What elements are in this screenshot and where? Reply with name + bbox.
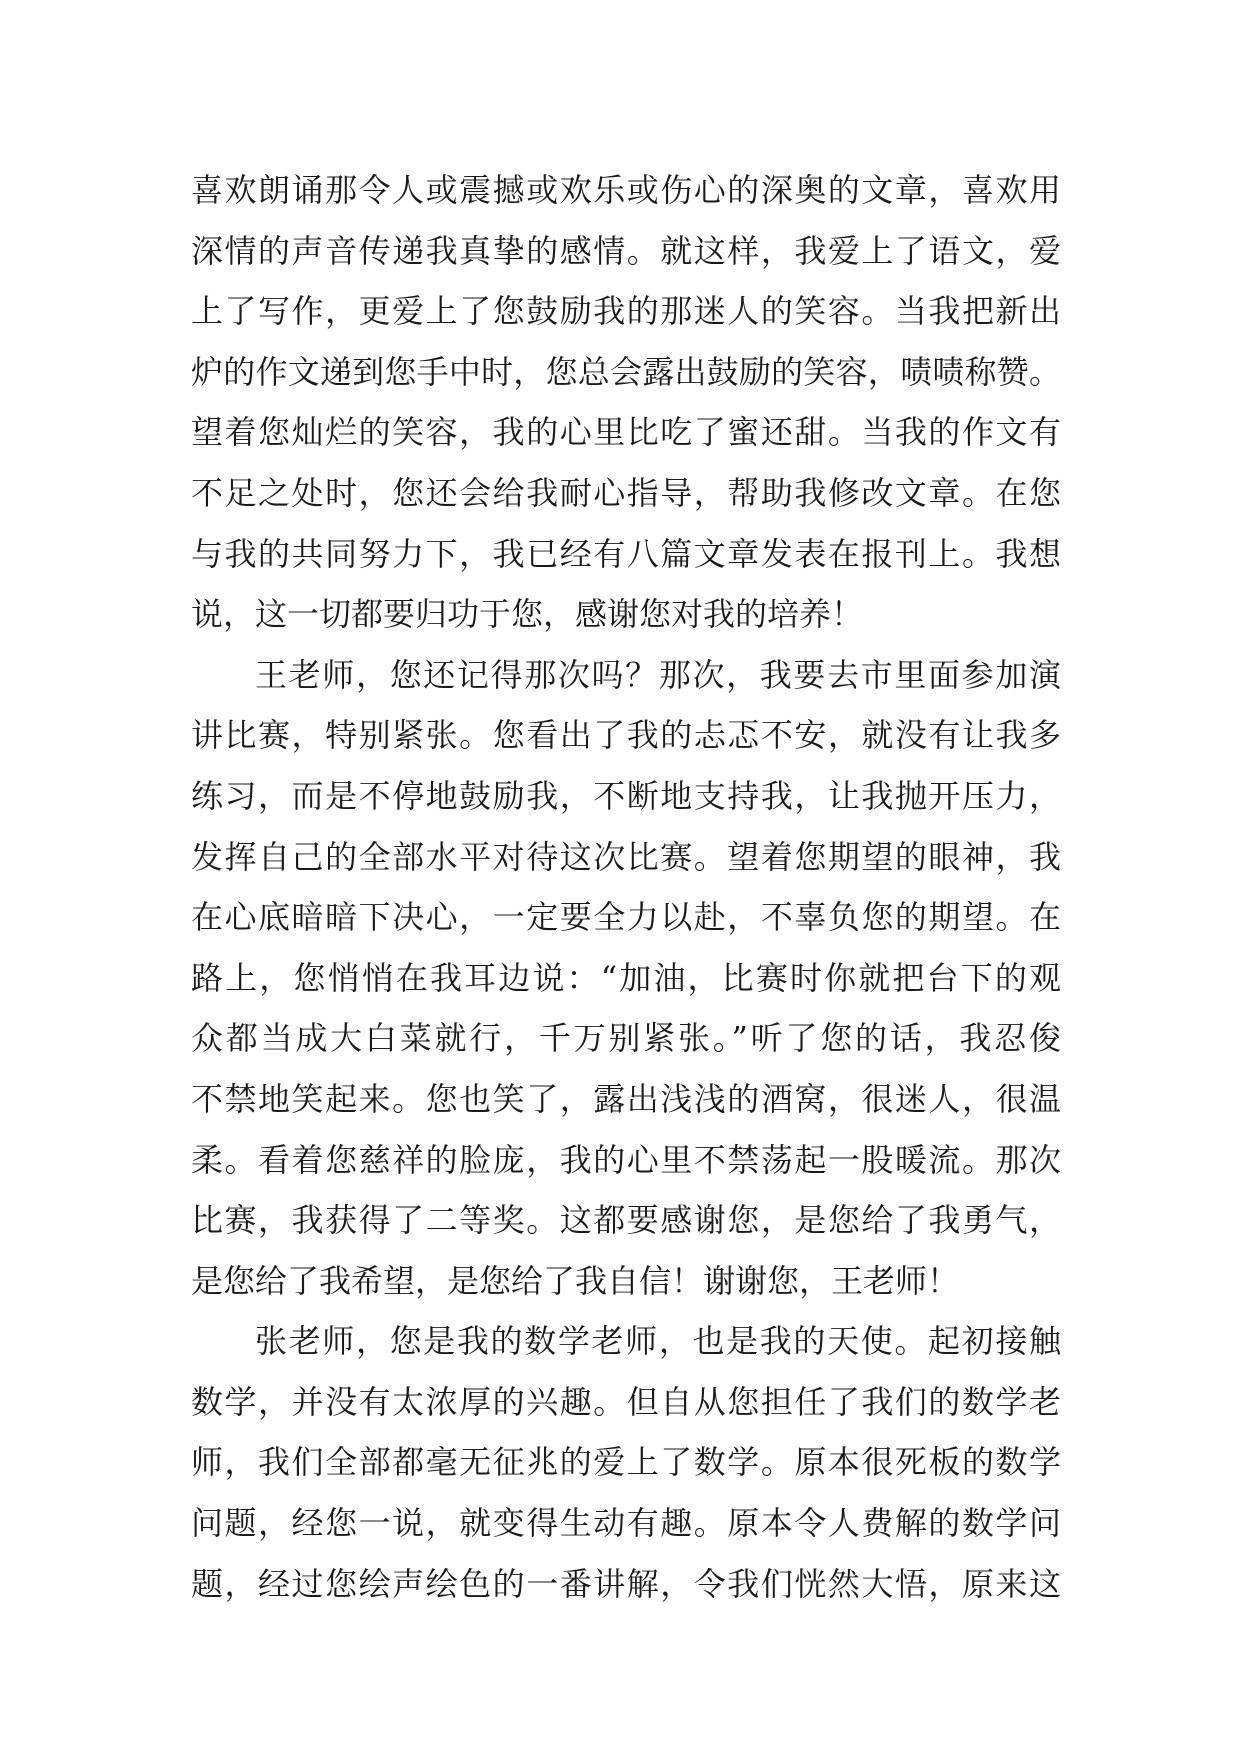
text-line: 在心底暗暗下决心，一定要全力以赴，不辜负您的期望。在 [191, 898, 1061, 937]
text-line: 不禁地笑起来。您也笑了，露出浅浅的酒窝，很迷人，很温 [191, 1079, 1061, 1118]
text-line: 发挥自己的全部水平对待这次比赛。望着您期望的眼神，我 [191, 837, 1061, 876]
text-line: 柔。看着您慈祥的脸庞，我的心里不禁荡起一股暖流。那次 [191, 1140, 1061, 1179]
text-line: 比赛，我获得了二等奖。这都要感谢您，是您给了我勇气， [191, 1201, 1061, 1240]
text-line: 炉的作文递到您手中时，您总会露出鼓励的笑容，啧啧称赞。 [191, 352, 1061, 391]
text-line: 讲比赛，特别紧张。您看出了我的忐忑不安，就没有让我多 [191, 716, 1061, 755]
text-line: 说，这一切都要归功于您，感谢您对我的培养！ [191, 595, 864, 634]
text-line: 题，经过您绘声绘色的一番讲解，令我们恍然大悟，原来这 [191, 1564, 1061, 1603]
text-line: 不足之处时，您还会给我耐心指导，帮助我修改文章。在您 [191, 473, 1061, 512]
text-line: 数学，并没有太浓厚的兴趣。但自从您担任了我们的数学老 [191, 1382, 1061, 1421]
text-line: 是您给了我希望，是您给了我自信！谢谢您，王老师！ [191, 1261, 960, 1300]
text-line: 师，我们全部都毫无征兆的爱上了数学。原本很死板的数学 [191, 1443, 1061, 1482]
text-line: 上了写作，更爱上了您鼓励我的那迷人的笑容。当我把新出 [191, 292, 1061, 331]
text-line: 张老师，您是我的数学老师，也是我的天使。起初接触 [255, 1322, 1061, 1361]
paragraph-3 [191, 1311, 1061, 1614]
paragraph-2 [191, 645, 1061, 1312]
text-line: 与我的共同努力下，我已经有八篇文章发表在报刊上。我想 [191, 534, 1061, 573]
paragraph-1 [191, 160, 1061, 645]
text-line: 望着您灿烂的笑容，我的心里比吃了蜜还甜。当我的作文有 [191, 413, 1061, 452]
text-line: 练习，而是不停地鼓励我，不断地支持我，让我抛开压力， [191, 776, 1061, 815]
text-line: 深情的声音传递我真挚的感情。就这样，我爱上了语文，爱 [191, 231, 1061, 270]
text-line: 喜欢朗诵那令人或震撼或欢乐或伤心的深奥的文章，喜欢用 [191, 171, 1061, 209]
text-line: 问题，经您一说，就变得生动有趣。原本令人费解的数学问 [191, 1504, 1061, 1543]
text-line: 路上，您悄悄在我耳边说：“加油，比赛时你就把台下的观 [191, 958, 1061, 997]
text-line: 王老师，您还记得那次吗？那次，我要去市里面参加演 [255, 655, 1061, 694]
text-line: 众都当成大白菜就行，千万别紧张。”听了您的话，我忍俊 [191, 1019, 1061, 1058]
body-text [191, 160, 1061, 1614]
